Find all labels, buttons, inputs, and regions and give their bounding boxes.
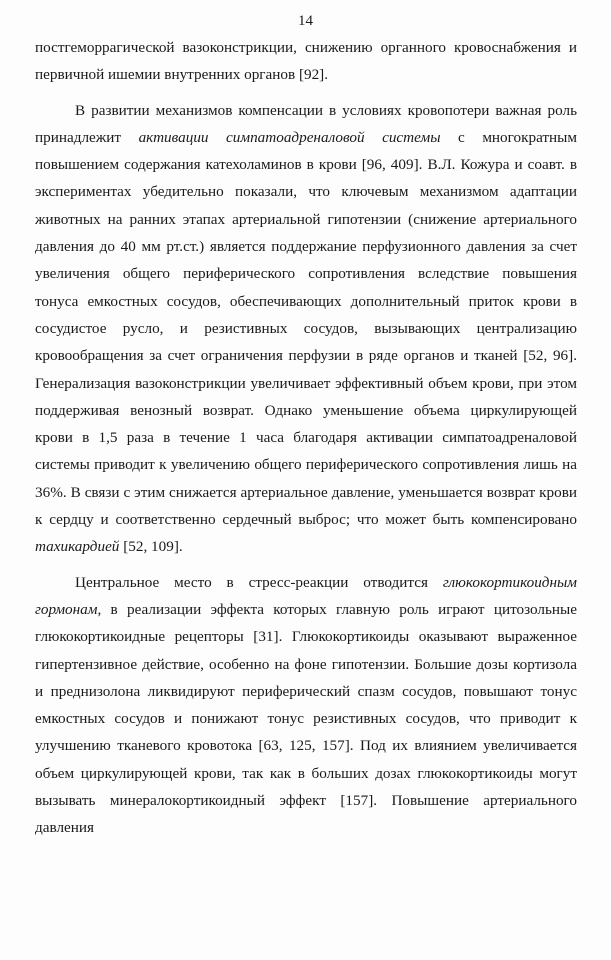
paragraph <box>35 97 577 561</box>
text-run: постгеморрагической вазоконстрикции, снижению органного кровоснабжения и первичной ишемии внутренних органов [92]. <box>35 39 577 84</box>
paragraph <box>35 569 577 842</box>
text-run: с многократным повышением содержания катехоламинов в крови [96, 409]. В.Л. Кожура и соавт. в экспериментах убедительно показали, что ключевым механизмом адаптации животных на ранних этапах артериальной гипотензии (снижение артериального давления до 40 мм рт.ст.) является поддержание перфузионного давления за счет увеличения общего периферического сопротивления вследствие повышения тонуса емкостных сосудов, обеспечивающих дополнительный приток крови в сосудистое русло, и резистивных сосудов, вызывающих централизацию кровообращения за счет ограничения перфузии в ряде органов и тканей [52, 96]. Генерализация вазоконстрикции увеличивает эффективный объем крови, при этом поддерживая венозный возврат. Однако уменьшение объема циркулирующей крови в 1,5 раза в течение 1 часа благодаря активации симпатоадреналовой системы приводит к увеличению общего периферического сопротивления лишь на 36%. В связи с этим снижается артериальное давление, уменьшается возврат крови к сердцу и соответственно сердечный выброс; что может быть компенсировано <box>35 128 577 529</box>
italic-term: глюкокортикоидным гормонам <box>35 573 577 618</box>
text-run: [52, 109]. <box>119 538 183 556</box>
page-number: 14 <box>298 13 313 29</box>
text-run: Центральное место в стресс-реакции отводится <box>75 573 443 591</box>
italic-term: активации симпатоадреналовой системы <box>138 128 441 146</box>
body-text <box>35 34 577 842</box>
paragraph <box>35 34 577 89</box>
italic-term: тахикардией <box>35 538 120 556</box>
text-run: , в реализации эффекта которых главную роль играют цитозольные глюкокортикоидные рецепторы [31]. Глюкокортикоиды оказывают выраженное гипертензивное действие, особенно на фоне гипотензии. Большие дозы кортизола и преднизолона ликвидируют периферический спазм сосудов, повышают тонус емкостных сосудов и понижают тонус резистивных сосудов, что приводит к улучшению тканевого кровотока [63, 125, 157]. Под их влиянием увеличивается объем циркулирующей крови, так как в больших дозах глюкокортикоиды могут вызывать минералокортикоидный эффект [157]. Повышение артериального давления <box>35 600 577 837</box>
text-run: В развитии механизмов компенсации в условиях кровопотери важная роль принадлежит <box>35 101 577 146</box>
